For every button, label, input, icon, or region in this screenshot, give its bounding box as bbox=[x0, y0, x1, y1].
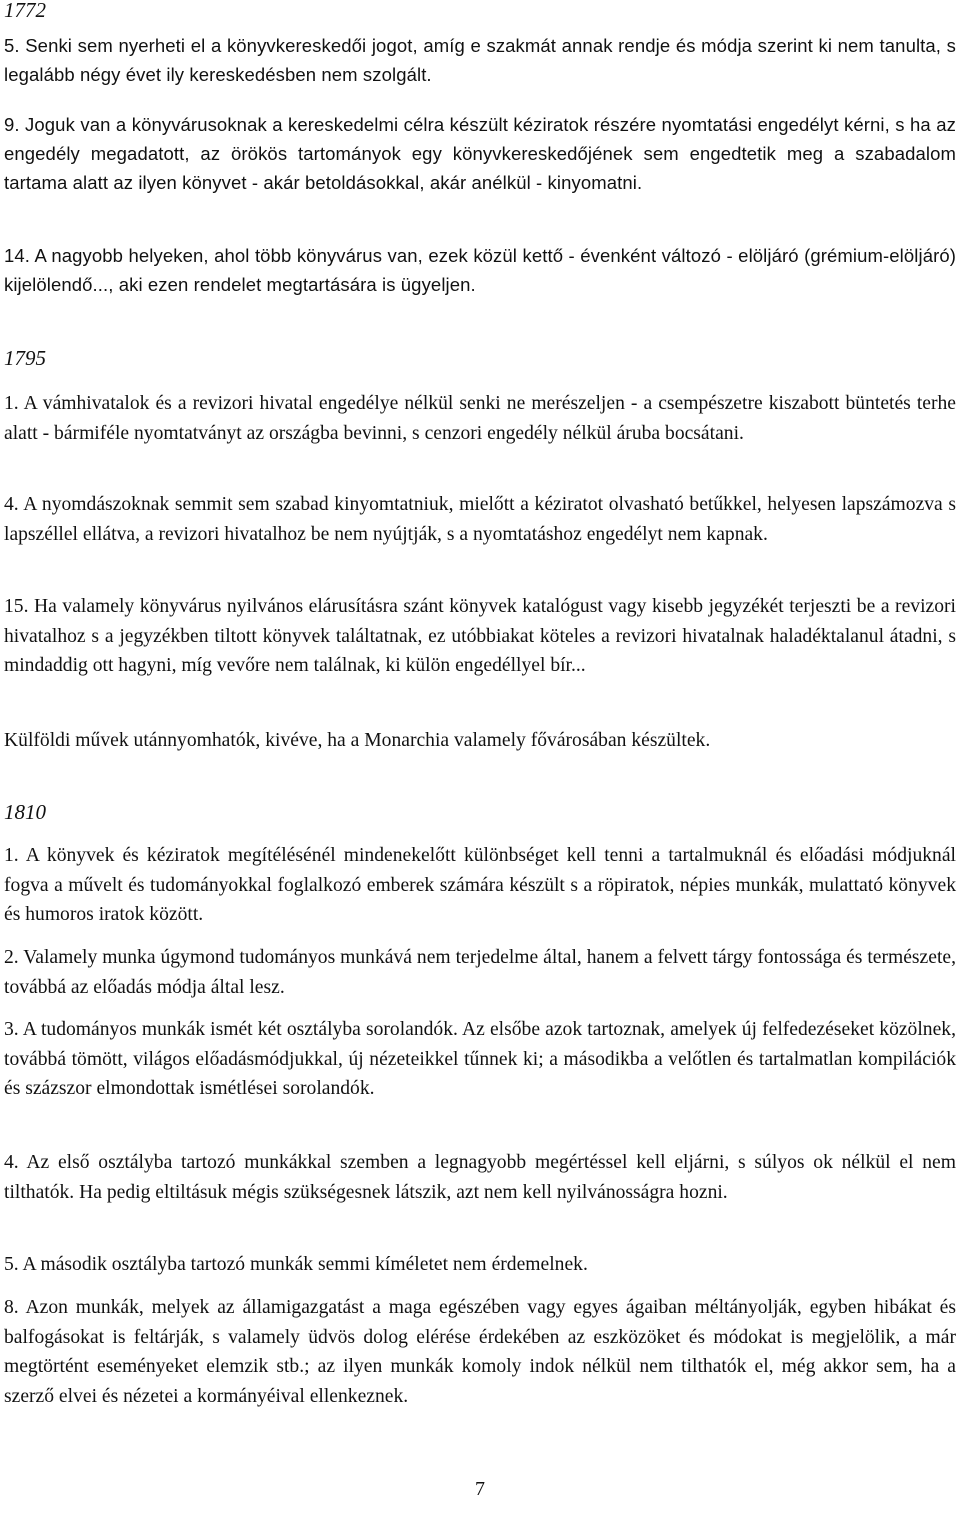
paragraph-1772-14: 14. A nagyobb helyeken, ahol több könyvárus van, ezek közül kettő - évenként változó - elöljáró (grémium-elöljáró) kijelölendő..., aki ezen rendelet megtartására is ügyeljen. bbox=[4, 245, 956, 295]
page-number: 7 bbox=[475, 1478, 485, 1500]
section-year-1810: 1810 bbox=[4, 800, 46, 824]
paragraph-1795-15: 15. Ha valamely könyvárus nyilvános elárusításra szánt könyvek katalógust vagy kisebb jegyzékét terjeszti be a revizori hivatalhoz s a jegyzékben tiltott könyvek találtatnak, ez utóbbiakat köteles a revizori hivatalnak haladéktalanul átadni, s mindaddig ott hagyni, míg vevőre nem találnak, ki külön engedéllyel bír... bbox=[4, 596, 956, 676]
paragraph-1795-4: 4. A nyomdászoknak semmit sem szabad kinyomtatniuk, mielőtt a kéziratot olvasható betűkkel, helyesen lapszámozva s lapszéllel ellátva, a revizori hivatalhoz be nem nyújtják, s a nyomtatáshoz engedélyt nem kapnak. bbox=[4, 494, 956, 545]
section-year-1772: 1772 bbox=[4, 0, 46, 22]
paragraph-1810-2: 2. Valamely munka úgymond tudományos munkává nem terjedelme által, hanem a felvett tárgy fontossága és természete, továbbá az előadás módja által lesz. bbox=[4, 947, 956, 998]
paragraph-1810-4: 4. Az első osztályba tartozó munkákkal szemben a legnagyobb megértéssel kell eljárni, s súlyos ok nélkül el nem tilthatók. Ha pedig eltiltásuk mégis szükségesnek látszik, azt nem kell nyilvánosságra hozni. bbox=[4, 1152, 956, 1203]
paragraph-1795-1: 1. A vámhivatalok és a revizori hivatal engedélye nélkül senki ne merészeljen - a csempészetre kiszabott büntetés terhe alatt - bármiféle nyomtatványt az országba bevinni, s cenzori engedély nélkül áruba bocsátani. bbox=[4, 393, 956, 444]
paragraph-1810-1: 1. A könyvek és kéziratok megítélésénél mindenekelőtt különbséget kell tenni a tartalmuknál és előadási módjuknál fogva a művelt és tudományokkal foglalkozó emberek számára készült s a röpiratok, népies munkák, mulattató könyvek és humoros iratok között. bbox=[4, 845, 956, 925]
paragraph-1810-8: 8. Azon munkák, melyek az államigazgatást a maga egészében vagy egyes ágaiban méltányolják, egyben hibákat és balfogásokat is feltárják, s valamely üdvös dolog elérése érdekében az eszközöket és módokat is megjelölik, a már megtörtént eseményeket elemzik stb.; az ilyen munkák komoly indok nélkül nem tilthatók el, még akkor sem, ha a szerző elvei és nézetei a kormányéival ellenkeznek. bbox=[4, 1297, 956, 1407]
paragraph-1772-9: 9. Joguk van a könyvárusoknak a kereskedelmi célra készült kéziratok részére nyomtatási engedélyt kérni, s ha az engedély megadatott, az örökös tartományok egy könyvkereskedőjének sem engedtetik meg a szabadalom tartama alatt az ilyen könyvet - akár betoldásokkal, akár anélkül - kinyomatni. bbox=[4, 114, 956, 193]
section-year-1795: 1795 bbox=[4, 346, 46, 370]
paragraph-1810-5: 5. A második osztályba tartozó munkák semmi kíméletet nem érdemelnek. bbox=[4, 1254, 588, 1275]
paragraph-1795-foreign: Külföldi művek utánnyomhatók, kivéve, ha a Monarchia valamely fővárosában készültek. bbox=[4, 730, 711, 751]
paragraph-1772-5: 5. Senki sem nyerheti el a könyvkereskedői jogot, amíg e szakmát annak rendje és módja szerint ki nem tanulta, s legalább négy évet ily kereskedésben nem szolgált. bbox=[4, 35, 956, 85]
paragraph-1810-3: 3. A tudományos munkák ismét két osztályba sorolandók. Az elsőbe azok tartoznak, amelyek új felfedezéseket közölnek, továbbá tömött, világos előadásmódjukkal, új nézeteikkel tűnnek ki; a másodikba a velőtlen és tartalmatlan kompilációk és százszor elmondottak ismétlései sorolandók. bbox=[4, 1019, 956, 1099]
